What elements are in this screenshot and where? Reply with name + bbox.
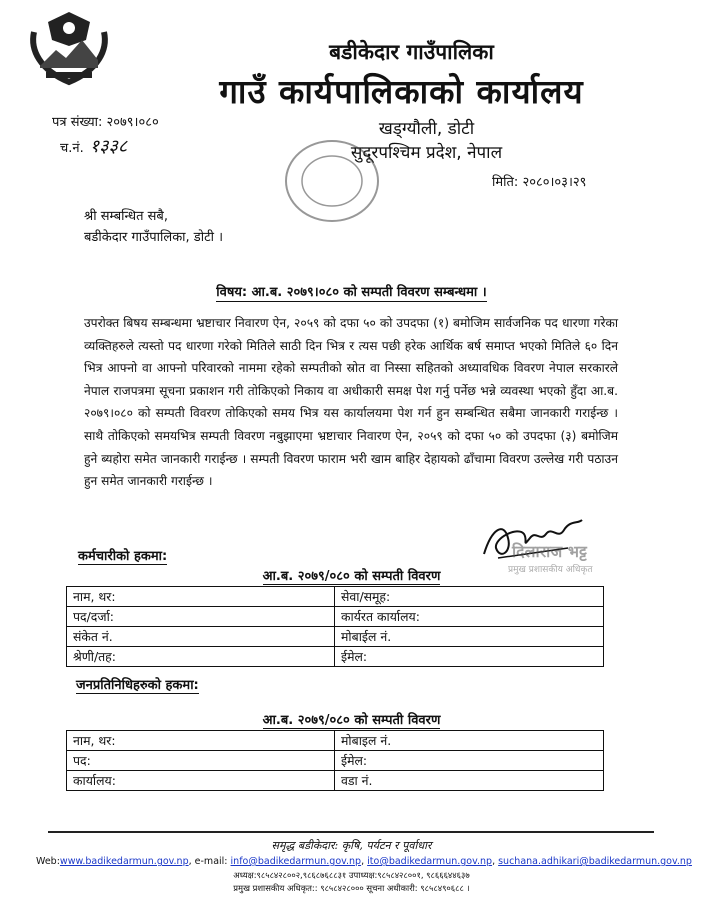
representative-form-table <box>66 730 604 791</box>
employee-form-table <box>66 586 604 667</box>
table-cell: मोबाईल नं. <box>335 627 604 647</box>
table-row <box>67 627 604 647</box>
email-link-ito[interactable]: ito@badikedarmun.gov.np <box>367 856 493 867</box>
address-line-2: सुदूरपश्चिम प्रदेश, नेपाल <box>350 143 503 163</box>
employee-section-label: कर्मचारीको हकमा: <box>78 549 168 564</box>
email-link-suchana[interactable]: suchana.adhikari@badikedarmun.gov.np <box>498 856 692 867</box>
table-cell: वडा नं. <box>335 771 604 791</box>
table-cell: ईमेल: <box>335 647 604 667</box>
municipality-name: बडीकेदार गाउँपालिका <box>329 40 494 64</box>
address-line-1: खड्ग्यौली, डोटी <box>378 119 475 139</box>
table-row <box>67 751 604 771</box>
reference-number: पत्र संख्या: २०७९।०८० <box>52 115 159 130</box>
table-row <box>67 607 604 627</box>
table-row <box>67 731 604 751</box>
signatory-seal-name: दिलाराज भट्ट <box>512 542 587 561</box>
dispatch-number: च.नं. १३३८ <box>60 136 128 157</box>
representative-table-title: आ.ब. २०७९/०८० को सम्पती विवरण <box>262 713 441 728</box>
office-stamp-icon <box>282 136 382 226</box>
table-cell: नाम, थर: <box>67 587 335 607</box>
footer-contact-links: Web:www.badikedarmun.gov.np, e-mail: info@badikedarmun.gov.np, ito@badikedarmun.gov.np, suchana.adhikari@badikedarmun.gov.np <box>36 856 692 867</box>
letter-body: उपरोक्त बिषय सम्बन्धमा भ्रष्टाचार निवारण ऐन, २०५९ को दफा ५० को उपदफा (१) बमोजिम सार्वजनिक पद धारणा गरेका व्यक्तिहरुले त्यस्तो पद धारणा गरेको मितिले साठी दिन भित्र र त्यस पछी हरेक आर्थिक बर्ष समाप्त भएको मितिले ६० दिन भित्र आफ्नो वा आफ्नो परिवारको नाममा रहेको सम्पतीको स्रोत वा निस्सा सहितको अध्यावधिक विवरण नेपाल सरकारले नेपाल राजपत्रमा सूचना प्रकाशन गरी तोकिएको निकाय वा अधीकारी समक्ष पेश गर्नु पर्नेछ भन्ने व्यवस्था भएको हुँदा आ.ब. २०७९।०८० को सम्पती विवरण तोकिएको समय भित्र यस कार्यालयमा पेश गर्न हुन सम्बन्धित सबैमा जानकारी गराईन्छ । साथै तोकिएको समयभित्र सम्पती विवरण नबुझाएमा भ्रष्टाचार निवारण ऐन, २०५९ को दफा ५० को उपदफा (३) बमोजिम हुने ब्यहोरा समेत जानकारी गराईन्छ । सम्पती विवरण फाराम भरी खाम बाहिर देहायको ढाँचामा विवरण उल्लेख गरी पठाउन हुन समेत जानकारी गराईन्छ । <box>84 316 618 489</box>
table-cell: मोबाइल नं. <box>335 731 604 751</box>
footer-phone-numbers: अध्यक्ष:९८५८४२८००२,९८६८७६८८३१ उपाध्यक्ष:९८५८४२८००१, ९८६६६४४६३७ <box>233 870 470 880</box>
table-row <box>67 771 604 791</box>
footer-divider <box>48 831 654 833</box>
footer-motto: समृद्ध बडीकेदार: कृषि, पर्यटन र पूर्वाधार <box>271 839 432 852</box>
website-link[interactable]: www.badikedarmun.gov.np <box>59 856 189 867</box>
recipient-line-1: श्री सम्बन्धित सबै, <box>84 209 168 224</box>
table-cell: संकेत नं. <box>67 627 335 647</box>
letter-subject: विषय: आ.ब. २०७९।०८० को सम्पती विवरण सम्बन्धमा । <box>216 285 487 300</box>
email-link-info[interactable]: info@badikedarmun.gov.np <box>230 856 362 867</box>
table-cell: कार्यालय: <box>67 771 335 791</box>
representative-section-label: जनप्रतिनिधिहरुको हकमा: <box>76 678 199 693</box>
table-row <box>67 587 604 607</box>
table-cell: ईमेल: <box>335 751 604 771</box>
employee-table-title: आ.ब. २०७९/०८० को सम्पती विवरण <box>262 569 441 584</box>
footer-admin-contacts: प्रमुख प्रशासकीय अधिकृत:: ९८५८४२८००० सूचना अधीकारी: ९८५८४९०६८८ । <box>233 883 470 893</box>
table-cell: पद/दर्जा: <box>67 607 335 627</box>
table-cell: श्रेणी/तह: <box>67 647 335 667</box>
letter-date: मिति: २०८०।०३।२९ <box>492 175 587 190</box>
table-cell: पद: <box>67 751 335 771</box>
table-row <box>67 647 604 667</box>
table-cell: सेवा/समूह: <box>335 587 604 607</box>
office-title: गाउँ कार्यपालिकाको कार्यालय <box>219 72 584 111</box>
table-cell: कार्यरत कार्यालय: <box>335 607 604 627</box>
table-cell: नाम, थर: <box>67 731 335 751</box>
recipient-line-2: बडीकेदार गाउँपालिका, डोटी । <box>84 230 224 245</box>
signatory-seal-title: प्रमुख प्रशासकीय अधिकृत <box>508 565 593 575</box>
